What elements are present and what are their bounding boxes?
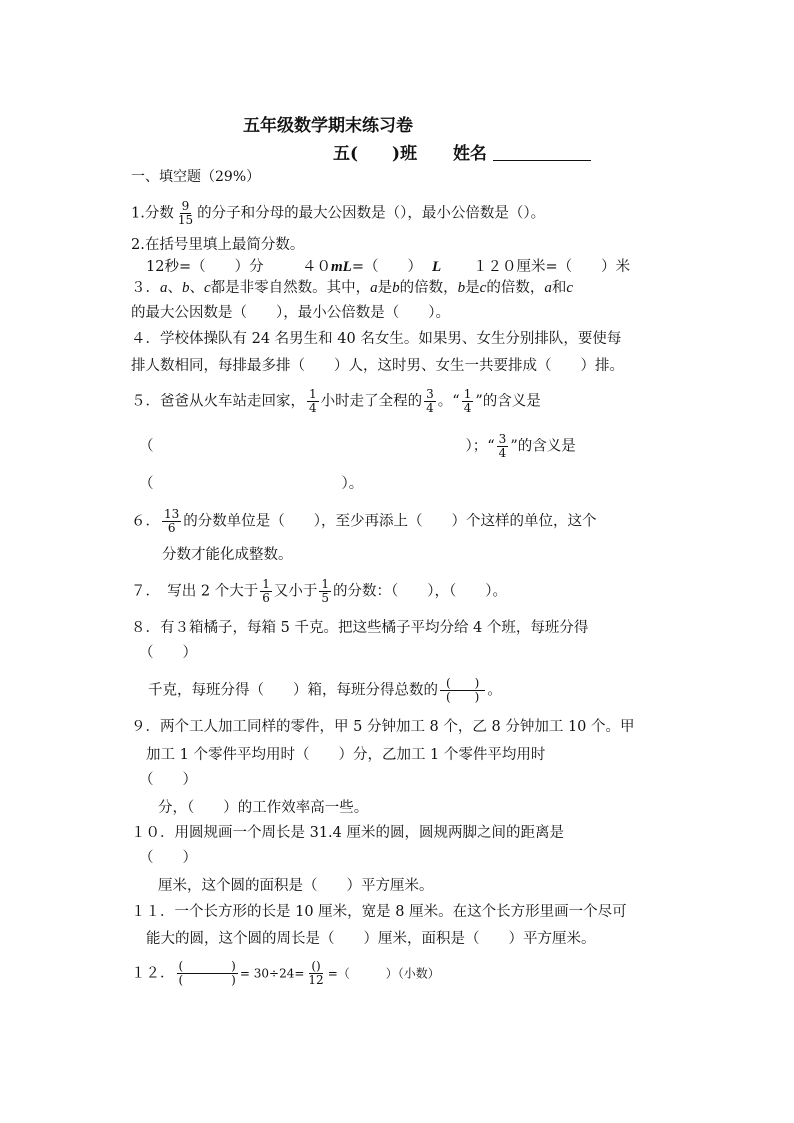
question-9-line-4: 分，（ ）的工作效率高一些。 bbox=[158, 800, 369, 816]
q1-fraction: $\frac{9}{15}$ bbox=[177, 199, 194, 228]
question-6-line-1: ６． $\frac{13}{6}$ 的分数单位是（ ），至少再添上（ ）个这样的单位，这个 bbox=[131, 507, 597, 536]
question-2-head: 2.在括号里填上最简分数。 bbox=[131, 237, 305, 253]
name-blank[interactable] bbox=[493, 146, 591, 161]
question-2-part-1: 12秒=（ ）分 bbox=[146, 259, 264, 275]
class-label: 五( )班 bbox=[333, 144, 418, 164]
class-name-line bbox=[333, 146, 591, 163]
section-heading: 一、填空题（29%） bbox=[131, 169, 261, 185]
q6-fraction: $\frac{13}{6}$ bbox=[164, 507, 180, 536]
name-label: 姓名 bbox=[452, 144, 487, 164]
q5-fraction-3: $\frac{1}{4}$ bbox=[463, 387, 472, 416]
question-4-line-2: 排人数相同，每排最多排（ ）人，这时男、女生一共要排成（ ）排。 bbox=[131, 358, 624, 374]
question-11-line-2: 能大的圆，这个圆的周长是（ ）厘米，面积是（ ）平方厘米。 bbox=[146, 931, 596, 947]
question-6-line-2: 分数才能化成整数。 bbox=[162, 547, 293, 563]
question-4-line-1: ４．学校体操队有 24 名男生和 40 名女生。如果男、女生分别排队，要使每 bbox=[131, 331, 622, 347]
q7-fraction-2: $\frac{1}{5}$ bbox=[321, 577, 329, 606]
q5-fraction-1: $\frac{1}{4}$ bbox=[309, 387, 317, 416]
question-5-line-2: （ ）；“ $\frac{3}{4}$ ”的含义是 bbox=[139, 432, 576, 461]
question-8-line-3: 千克，每班分得（ ）箱，每班分得总数的 $\frac{( )}{( )}$ 。 bbox=[148, 676, 502, 705]
q7-fraction-1: $\frac{1}{6}$ bbox=[262, 577, 270, 606]
question-5-line-1: ５．爸爸从火车站走回家， $\frac{1}{4}$ 小时走了全程的 $\frac{3}{4}$ 。“ $\frac{1}{4}$ ”的含义是 bbox=[131, 387, 541, 416]
q5-fraction-4: $\frac{3}{4}$ bbox=[498, 432, 507, 461]
question-3-line-1: ３．a、b、c都是非零自然数。其中，a是b的倍数，b是c的倍数，a和c bbox=[131, 280, 574, 296]
q8-fraction: $\frac{( )}{( )}$ bbox=[440, 677, 485, 704]
question-7: ７． 写出 2 个大于 $\frac{1}{6}$ 又小于 $\frac{1}{5}$ 的分数：（ ），（ ）。 bbox=[131, 577, 507, 606]
question-9-line-2: 加工 1 个零件平均用时（ ）分，乙加工 1 个零件平均用时 bbox=[146, 747, 546, 763]
question-10-line-1: １０．用圆规画一个周长是 31.4 厘米的圆，圆规两脚之间的距离是 bbox=[131, 825, 565, 841]
question-8-line-2: （ ） bbox=[139, 645, 197, 661]
q5-fraction-2: $\frac{3}{4}$ bbox=[426, 387, 434, 416]
question-2-part-3: １２０厘米=（ ）米 bbox=[473, 259, 631, 275]
question-11-line-1: １１．一个长方形的长是 10 厘米，宽是 8 厘米。在这个长方形里画一个尽可 bbox=[131, 904, 627, 920]
question-1 bbox=[131, 200, 545, 227]
question-10-line-2: （ ） bbox=[139, 850, 197, 866]
question-8-line-1: ８．有３箱橘子，每箱 5 千克。把这些橘子平均分给 4 个班，每班分得 bbox=[131, 620, 589, 636]
q12-fraction-1: $\frac{( )}{( )}$ bbox=[178, 959, 236, 988]
question-10-line-3: 厘米，这个圆的面积是（ ）平方厘米。 bbox=[158, 878, 434, 894]
question-2-part-2: ４０mL=（ ） L bbox=[302, 259, 442, 275]
question-12: １２． $\frac{( )}{( )}$ = 30÷24= $\frac{()}{12}$ =（ ）（小数） bbox=[131, 959, 440, 988]
q12-fraction-2: $\frac{()}{12}$ bbox=[308, 959, 324, 988]
page-title: 五年级数学期末练习卷 bbox=[243, 116, 413, 136]
question-5-line-3: （ ）。 bbox=[139, 476, 364, 492]
question-9-line-1: ９．两个工人加工同样的零件，甲 5 分钟加工 8 个，乙 8 分钟加工 10 个。甲 bbox=[131, 719, 635, 735]
q1-text-a: 1.分数 bbox=[131, 205, 174, 222]
question-9-line-3: （ ） bbox=[139, 772, 197, 788]
q1-text-b: 的分子和分母的最大公因数是（），最小公倍数是（）。 bbox=[197, 205, 546, 222]
question-3-line-2: 的最大公因数是（ ），最小公倍数是（ ）。 bbox=[131, 305, 450, 321]
